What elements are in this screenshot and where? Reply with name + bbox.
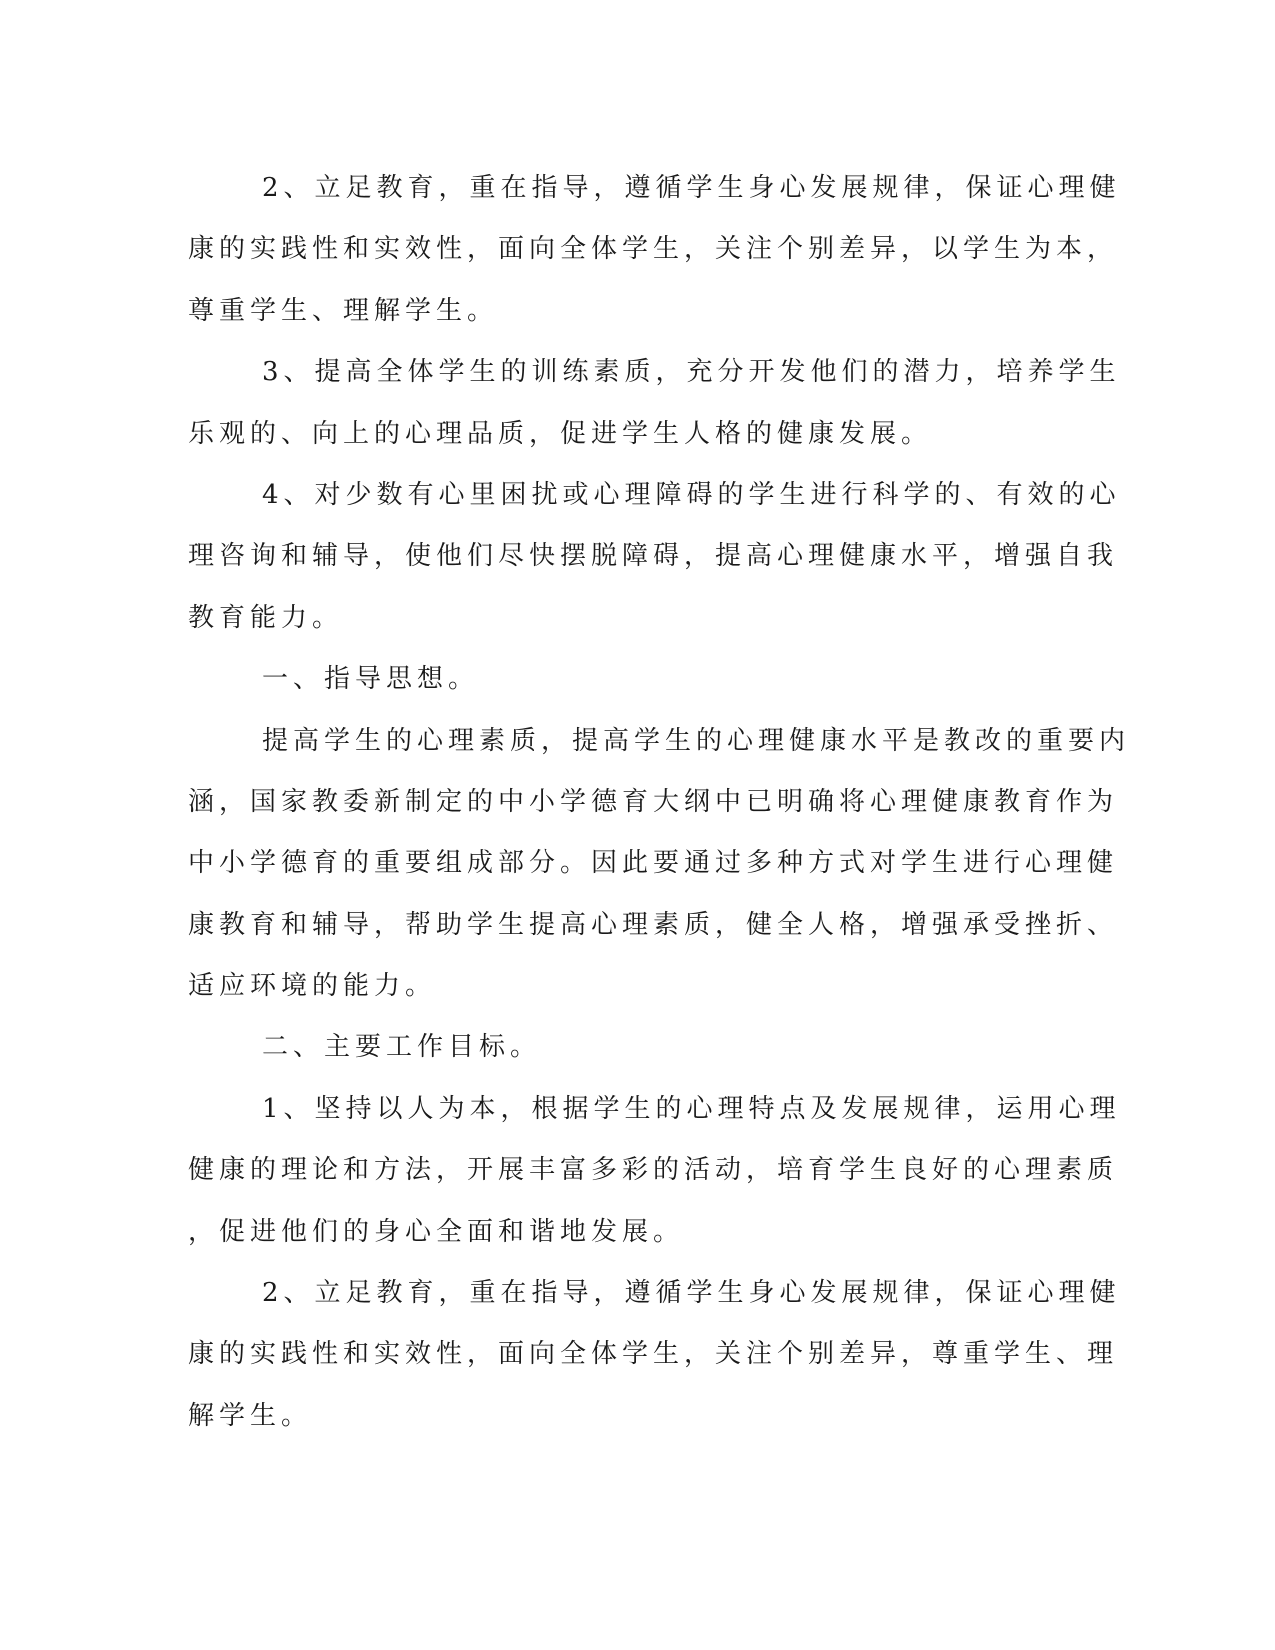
document-body xyxy=(188,158,1131,1447)
text-line: ，促进他们的身心全面和谐地发展。 xyxy=(188,1216,685,1247)
text-line: 康的实践性和实效性，面向全体学生，关注个别差异，以学生为本， xyxy=(188,234,1119,265)
text-line: 适应环境的能力。 xyxy=(188,971,437,1002)
text-line: 1、坚持以人为本，根据学生的心理特点及发展规律，运用心理 xyxy=(262,1093,1121,1124)
text-line: 涵，国家教委新制定的中小学德育大纲中已明确将心理健康教育作为 xyxy=(188,786,1119,817)
text-line: 教育能力。 xyxy=(188,602,344,633)
text-line: 二、主要工作目标。 xyxy=(262,1032,542,1063)
text-line: 2、立足教育，重在指导，遵循学生身心发展规律，保证心理健 xyxy=(262,173,1121,203)
text-line: 理咨询和辅导，使他们尽快摆脱障碍，提高心理健康水平，增强自我 xyxy=(188,541,1119,572)
text-line: 解学生。 xyxy=(188,1400,313,1431)
text-line: 中小学德育的重要组成部分。因此要通过多种方式对学生进行心理健 xyxy=(188,848,1119,879)
text-line: 乐观的、向上的心理品质，促进学生人格的健康发展。 xyxy=(188,418,933,449)
text-line: 4、对少数有心里困扰或心理障碍的学生进行科学的、有效的心 xyxy=(262,479,1121,510)
text-line: 一、指导思想。 xyxy=(262,664,480,695)
text-line: 健康的理论和方法，开展丰富多彩的活动，培育学生良好的心理素质 xyxy=(188,1155,1119,1186)
text-line: 康教育和辅导，帮助学生提高心理素质，健全人格，增强承受挫折、 xyxy=(188,909,1119,940)
text-line: 尊重学生、理解学生。 xyxy=(188,295,499,326)
text-line: 康的实践性和实效性，面向全体学生，关注个别差异，尊重学生、理 xyxy=(188,1339,1119,1370)
text-line: 2、立足教育，重在指导，遵循学生身心发展规律，保证心理健 xyxy=(262,1278,1121,1309)
text-line: 3、提高全体学生的训练素质，充分开发他们的潜力，培养学生 xyxy=(262,357,1121,388)
text-line: 提高学生的心理素质，提高学生的心理健康水平是教改的重要内 xyxy=(262,725,1131,756)
